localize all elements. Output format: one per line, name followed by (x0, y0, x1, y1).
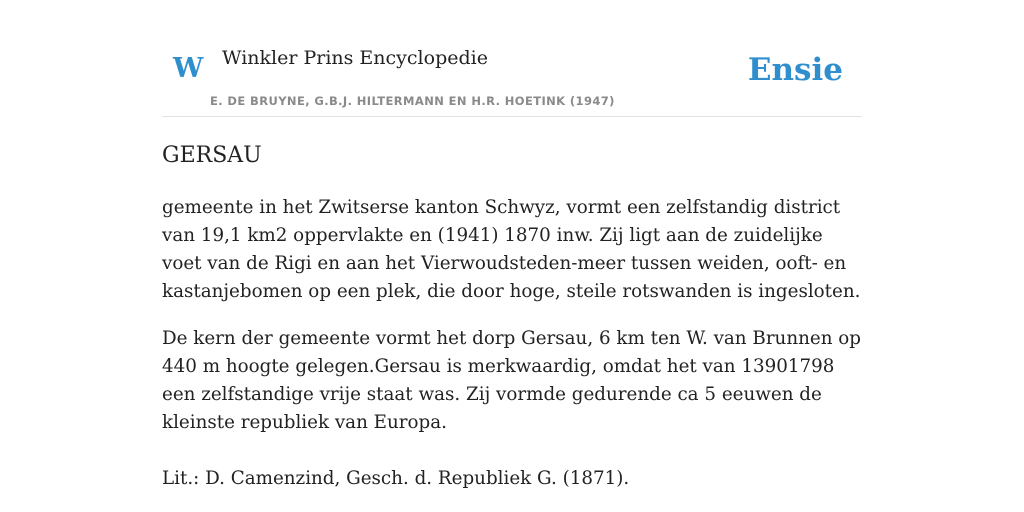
article-paragraph: gemeente in het Zwitserse kanton Schwyz, vormt een zelfstandig district van 19,1 km2 oppervlakte en (1941) 1870 inw. Zij ligt aan de zuidelijke voet van de Rigi en aan het Vierwoudsteden-meer tussen weiden, ooft- en kastanjebomen op een plek, die door hoge, steile rotswanden is ingesloten. (162, 197, 861, 302)
source-title[interactable]: Winkler Prins Encyclopedie (222, 47, 488, 69)
article-paragraph: De kern der gemeente vormt het dorp Gersau, 6 km ten W. van Brunnen op 440 m hoogte gelegen.Gersau is merkwaardig, omdat het van 13901798 een zelfstandige vrije staat was. Zij vormde gedurende ca 5 eeuwen de kleinste republiek van Europa. (162, 328, 861, 433)
ensie-logo[interactable]: Ensie (747, 52, 843, 88)
source-header (162, 0, 862, 117)
source-authors: E. DE BRUYNE, G.B.J. HILTERMANN EN H.R. HOETINK (1947) (210, 94, 615, 108)
literature-reference: Lit.: D. Camenzind, Gesch. d. Republiek G. (1871). (162, 468, 630, 489)
article-headword: GERSAU (162, 143, 262, 168)
article-page (162, 0, 862, 493)
source-logo[interactable]: W (173, 53, 204, 84)
